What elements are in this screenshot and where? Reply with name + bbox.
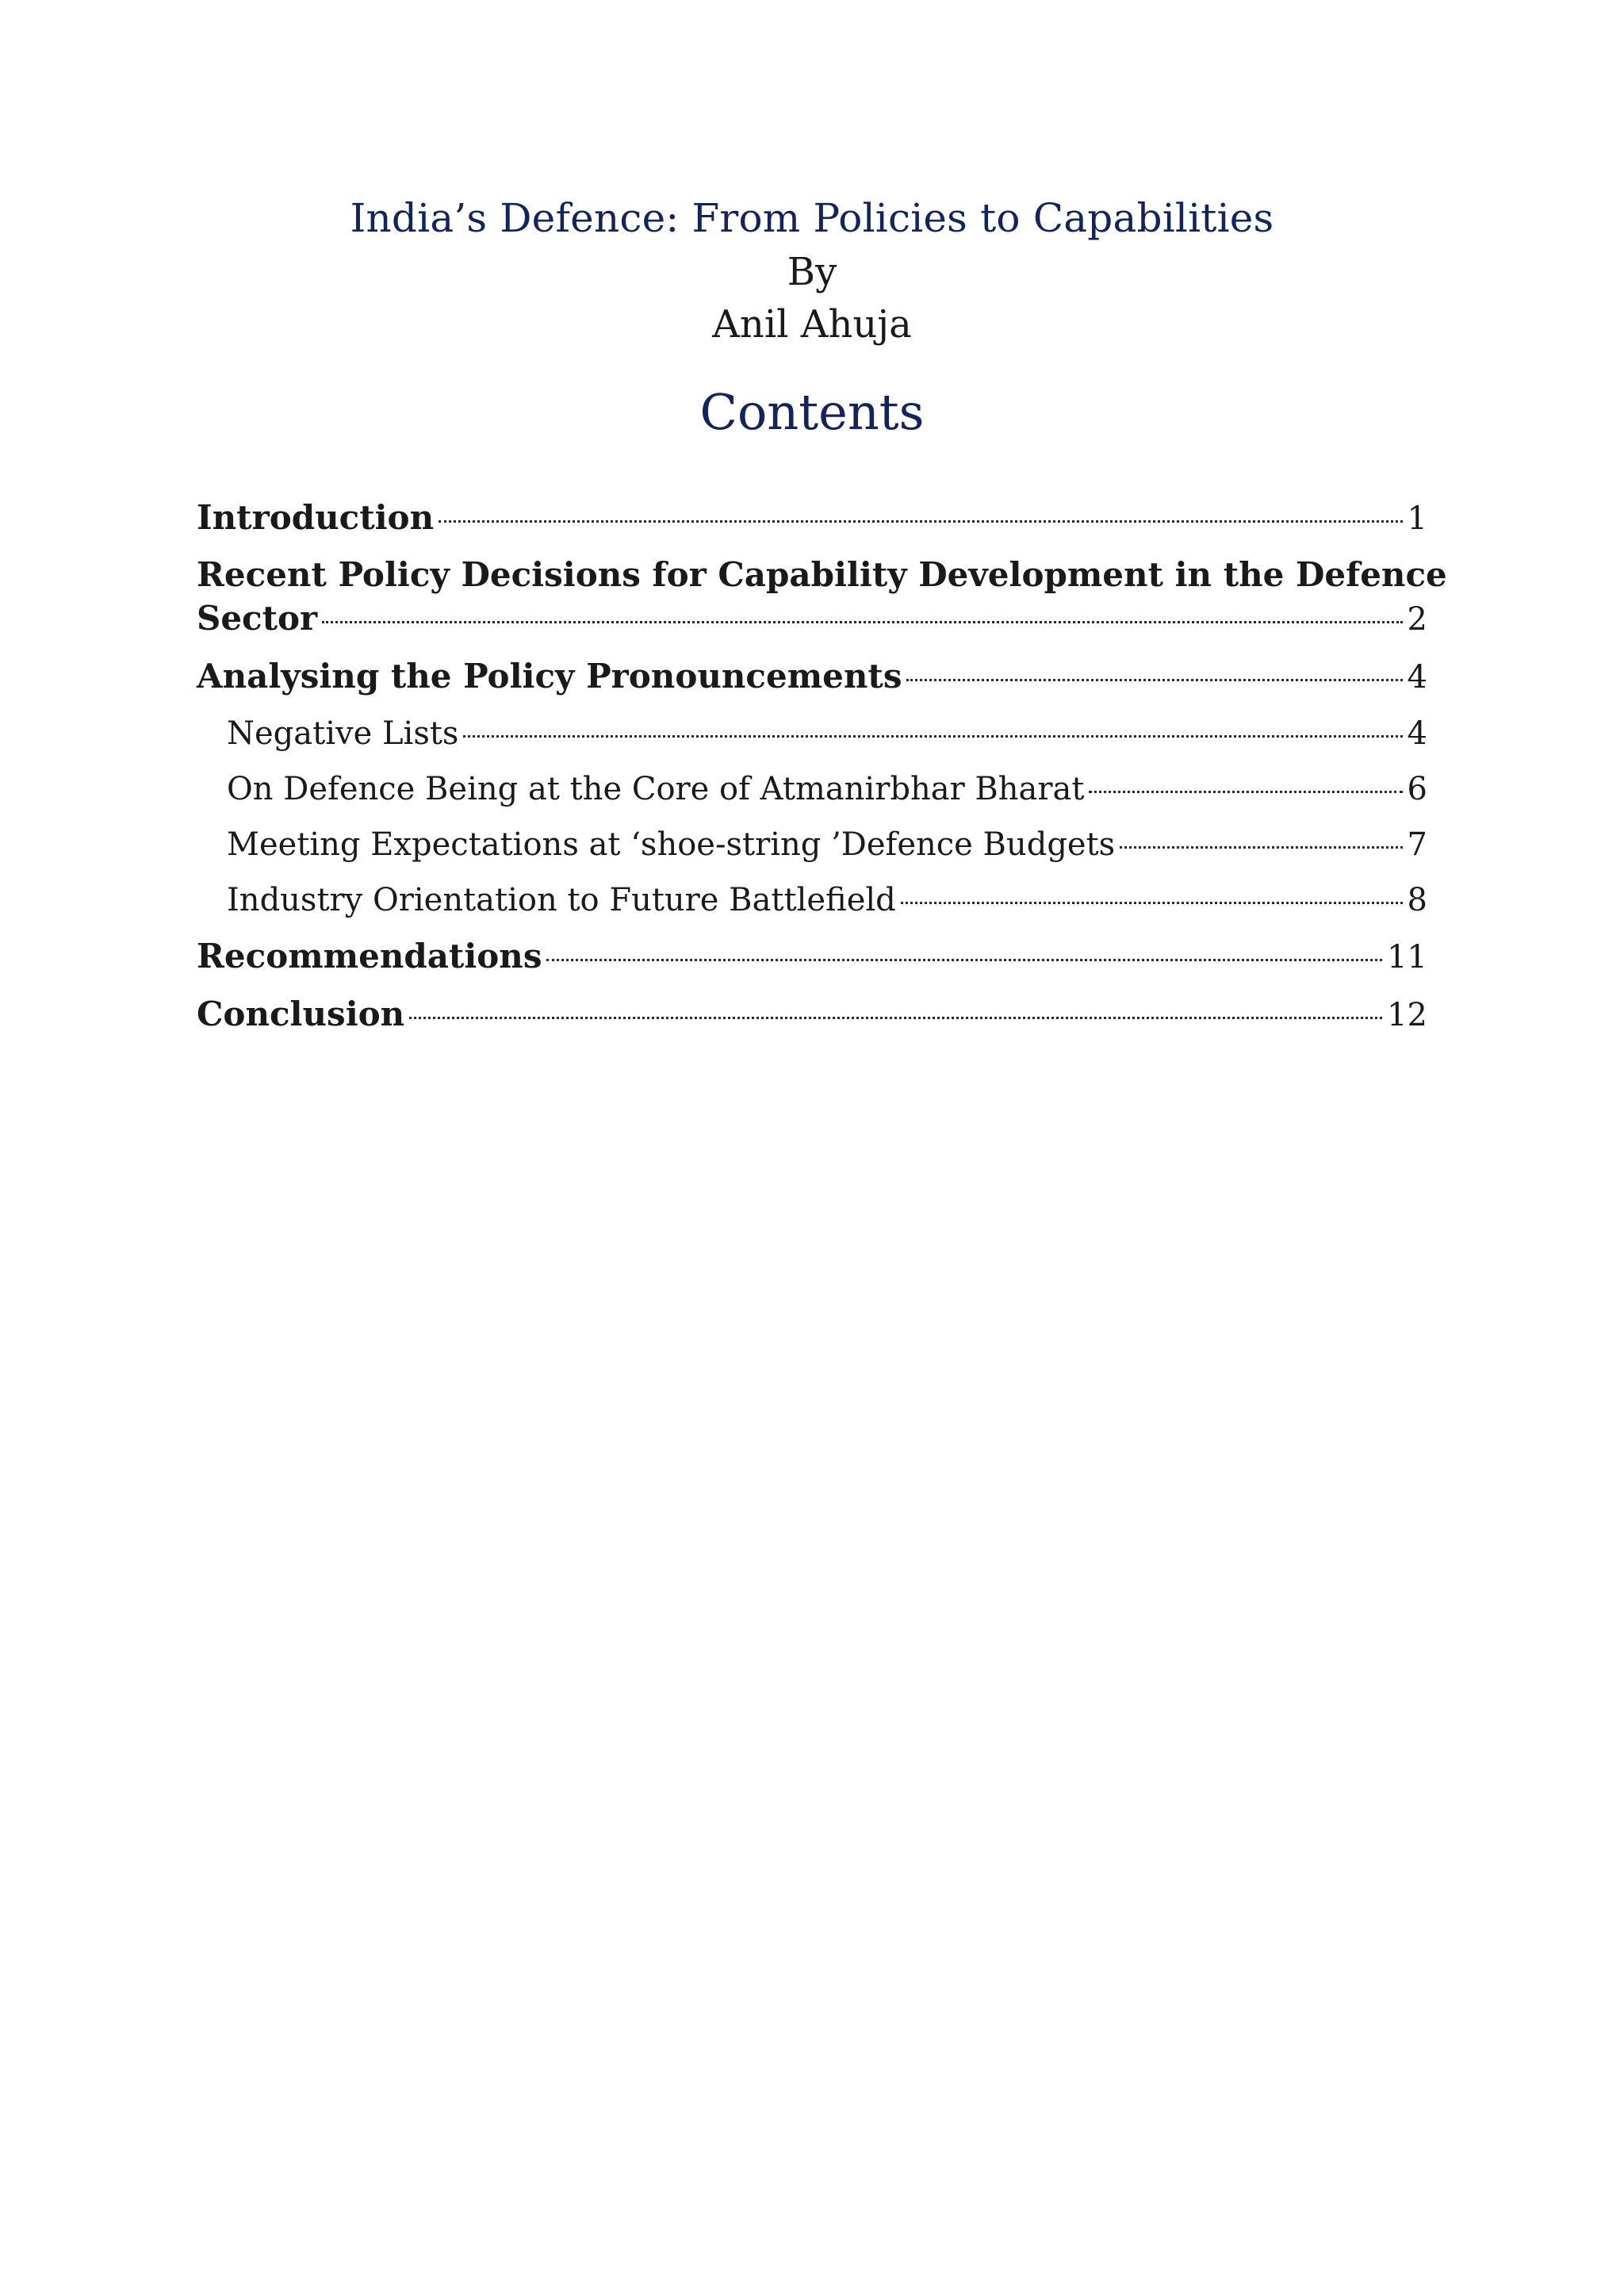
by-line: By	[787, 250, 837, 294]
toc-leader-dots	[1120, 846, 1402, 849]
toc-entry-label-line1: Recent Policy Decisions for Capability Development in the Defence	[197, 555, 1447, 594]
toc-page-number: 7	[1407, 826, 1427, 863]
toc-leader-dots	[1089, 791, 1402, 793]
toc-page-number: 6	[1407, 771, 1427, 807]
toc-entry-negative-lists[interactable]	[197, 712, 1427, 755]
toc-leader-dots	[322, 621, 1402, 623]
toc-entry-label: Meeting Expectations at ‘shoe-string ’Defence Budgets	[227, 826, 1116, 863]
toc-entry-label: Introduction	[197, 498, 435, 537]
toc-entry-label: Conclusion	[197, 995, 405, 1033]
toc-page-number: 12	[1387, 997, 1427, 1033]
toc-entry-recent-policy-decisions[interactable]	[197, 554, 1447, 642]
contents-heading: Contents	[699, 383, 925, 441]
toc-entry-defence-core-atmanirbhar[interactable]	[197, 768, 1427, 811]
toc-entry-conclusion[interactable]	[197, 992, 1427, 1037]
toc-page-number: 11	[1387, 939, 1427, 976]
toc-page-number: 4	[1407, 659, 1427, 696]
toc-entry-meeting-expectations[interactable]	[197, 823, 1427, 866]
table-of-contents	[197, 496, 1447, 1050]
toc-entry-label: On Defence Being at the Core of Atmanirbhar Bharat	[227, 771, 1085, 807]
toc-leader-dots	[906, 679, 1402, 681]
toc-page-number: 2	[1407, 601, 1427, 638]
toc-leader-dots	[439, 520, 1402, 523]
toc-leader-dots	[409, 1017, 1382, 1019]
toc-entry-label: Recommendations	[197, 937, 542, 976]
toc-leader-dots	[901, 902, 1403, 904]
toc-entry-label: Negative Lists	[227, 715, 459, 752]
toc-leader-dots	[546, 959, 1382, 961]
toc-entry-introduction[interactable]	[197, 496, 1427, 541]
toc-page-number: 8	[1407, 882, 1427, 918]
toc-leader-dots	[463, 735, 1402, 738]
toc-entry-recommendations[interactable]	[197, 934, 1427, 979]
document-title: India’s Defence: From Policies to Capabilities	[350, 195, 1274, 241]
toc-entry-label: Industry Orientation to Future Battlefield	[227, 882, 896, 918]
toc-entry-industry-orientation[interactable]	[197, 879, 1427, 922]
toc-entry-analysing-policy[interactable]	[197, 654, 1427, 700]
toc-entry-label-line2: Sector	[197, 599, 318, 638]
toc-entry-label: Analysing the Policy Pronouncements	[197, 657, 902, 696]
toc-page-number: 1	[1407, 500, 1427, 537]
toc-page-number: 4	[1407, 715, 1427, 752]
author-name: Anil Ahuja	[712, 302, 912, 347]
